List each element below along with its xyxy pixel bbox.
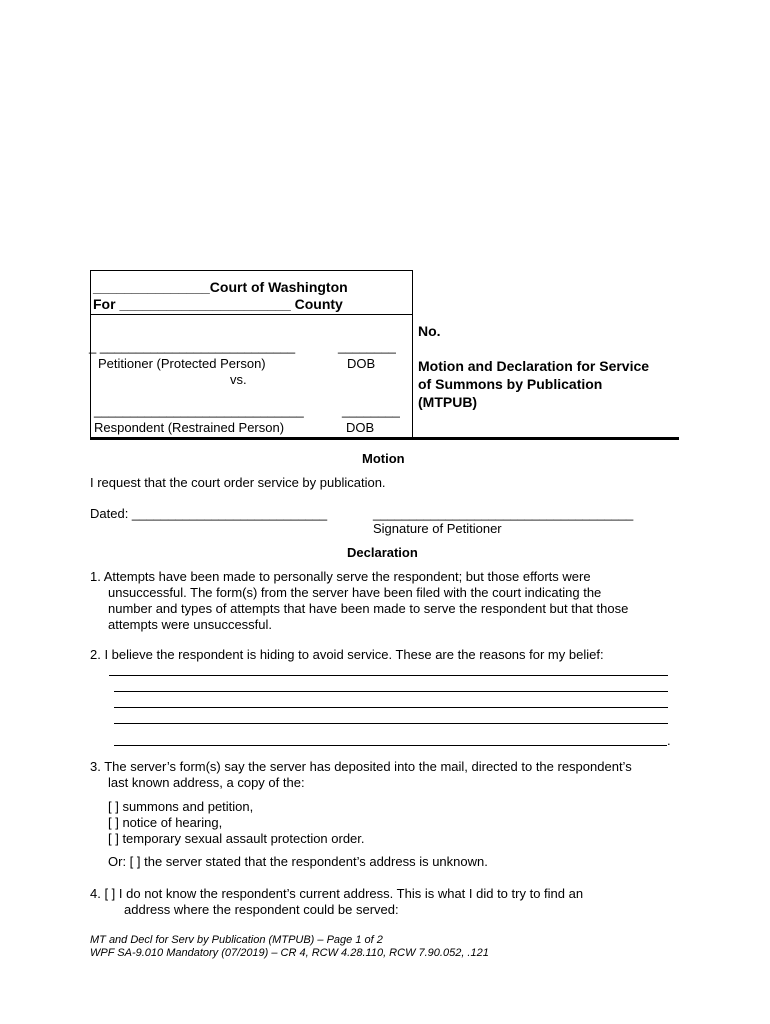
court-line[interactable]: _______________Court of Washington	[93, 279, 348, 295]
signature-field[interactable]: ____________________________________	[373, 506, 634, 521]
checkbox-item-4[interactable]: 4. [ ] I do not know the respondent’s current address. This is what I did to try to find an	[90, 886, 584, 901]
item-1-line-2: unsuccessful. The form(s) from the server have been filed with the court indicating the	[108, 585, 602, 600]
reason-line-2[interactable]	[114, 691, 668, 692]
motion-heading: Motion	[362, 451, 405, 466]
checkbox-protection-order[interactable]: [ ] temporary sexual assault protection order.	[108, 831, 365, 846]
respondent-label: Respondent (Restrained Person)	[94, 420, 285, 435]
county-line[interactable]: For ______________________ County	[93, 296, 343, 312]
reason-line-5[interactable]	[114, 745, 667, 746]
header-rule	[90, 437, 679, 440]
item-1-line-3: number and types of attempts that have been made to serve the respondent but that those	[108, 601, 629, 616]
case-number-field[interactable]: No.	[418, 323, 441, 339]
checkbox-address-unknown[interactable]: Or: [ ] the server stated that the respondent’s address is unknown.	[108, 854, 488, 869]
declaration-heading: Declaration	[347, 545, 418, 560]
checkbox-notice[interactable]: [ ] notice of hearing,	[108, 815, 223, 830]
petitioner-dob-label: DOB	[347, 356, 376, 371]
respondent-name-field[interactable]: _____________________________	[94, 403, 304, 418]
footer-line-1: MT and Decl for Serv by Publication (MTPUB) – Page 1 of 2	[90, 934, 383, 946]
respondent-dob-label: DOB	[346, 420, 375, 435]
reason-period: .	[667, 733, 671, 748]
footer-line-2: WPF SA-9.010 Mandatory (07/2019) – CR 4, RCW 4.28.110, RCW 7.90.052, .121	[90, 947, 489, 959]
dated-field[interactable]: Dated: ___________________________	[90, 506, 328, 521]
signature-label: Signature of Petitioner	[373, 521, 502, 536]
motion-request: I request that the court order service by publication.	[90, 475, 386, 490]
item-3-line-2: last known address, a copy of the:	[108, 775, 305, 790]
versus-label: vs.	[230, 372, 247, 387]
petitioner-label: Petitioner (Protected Person)	[98, 356, 266, 371]
form-title-line-1: Motion and Declaration for Service	[418, 358, 650, 374]
form-title-line-3: (MTPUB)	[418, 394, 478, 410]
item-3-line-1: 3. The server’s form(s) say the server has deposited into the mail, directed to the respondent’s	[90, 759, 632, 774]
petitioner-dob-field[interactable]: ________	[338, 339, 396, 354]
reason-line-3[interactable]	[114, 707, 668, 708]
form-title-line-2: of Summons by Publication	[418, 376, 603, 392]
item-2-text: 2. I believe the respondent is hiding to avoid service. These are the reasons for my belief:	[90, 647, 604, 662]
item-4-line-2: address where the respondent could be served:	[124, 902, 399, 917]
petitioner-name-field[interactable]: _ ___________________________	[89, 339, 296, 354]
reason-line-1[interactable]	[109, 675, 668, 676]
checkbox-summons[interactable]: [ ] summons and petition,	[108, 799, 254, 814]
reason-line-4[interactable]	[114, 723, 668, 724]
item-1-line-1: 1. Attempts have been made to personally serve the respondent; but those efforts were	[90, 569, 591, 584]
caption-divider	[90, 314, 413, 315]
respondent-dob-field[interactable]: ________	[342, 403, 400, 418]
item-1-line-4: attempts were unsuccessful.	[108, 617, 273, 632]
